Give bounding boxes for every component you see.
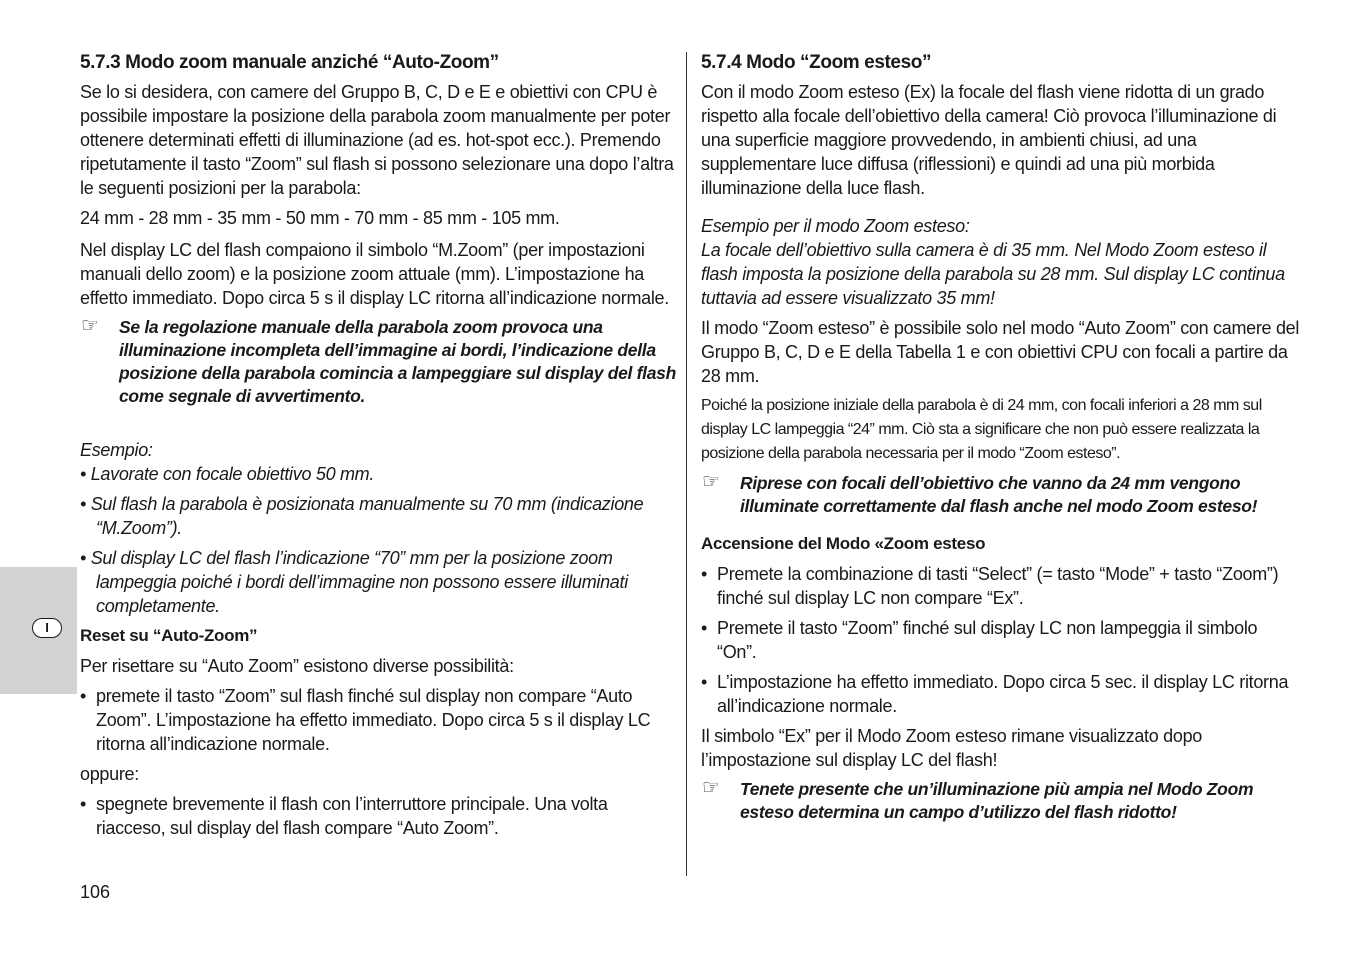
list-item — [701, 670, 1301, 718]
paragraph: Nel display LC del flash compaiono il simbolo “M.Zoom” (per impostazioni manuali dello zoom) e la posizione zoom attuale (mm). L’impostazione ha effetto immediato. Dopo circa 5 s il display LC ritorna all’indicazione normale. — [80, 240, 669, 308]
bullet-dot: • — [701, 672, 708, 692]
paragraph: Il modo “Zoom esteso” è possibile solo nel modo “Auto Zoom” con camere del Gruppo B, C, D e E della Tabella 1 e con obiettivi CPU con focali a partire da 28 mm. — [701, 318, 1300, 386]
pointing-hand-icon: ☞ — [702, 777, 720, 799]
info-note — [701, 472, 1301, 518]
list-item — [701, 616, 1301, 664]
language-badge: I — [32, 618, 62, 638]
paragraph: Il simbolo “Ex” per il Modo Zoom esteso rimane visualizzato dopo l’impostazione sul display LC del flash! — [701, 726, 1203, 770]
bullet-dot: • — [701, 564, 708, 584]
reset-heading: Reset su “Auto-Zoom” — [80, 626, 258, 645]
warning-note — [701, 778, 1301, 824]
paragraph: oppure: — [80, 764, 139, 784]
left-column — [80, 50, 680, 846]
example-item: • Lavorate con focale obiettivo 50 mm. — [80, 464, 375, 484]
list-item-text: Premete la combinazione di tasti “Select” (= tasto “Mode” + tasto “Zoom”) finché sul display LC non compare “Ex”. — [717, 564, 1279, 608]
right-column — [701, 50, 1301, 830]
note-text: Riprese con focali dell’obiettivo che vanno da 24 mm vengono illuminate correttamente dal flash anche nel modo Zoom esteso! — [740, 473, 1258, 516]
example-item: • Sul flash la parabola è posizionata manualmente su 70 mm (indicazione “M.Zoom”). — [80, 494, 644, 538]
paragraph: Se lo si desidera, con camere del Gruppo B, C, D e E e obiettivi con CPU è possibile impostare la posizione della parabola zoom manualmente per poter ottenere determinati effetti di illuminazione (ad es. hot-spot ecc.). Premendo ripetutamente il tasto “Zoom” sul flash si possono selezionare una dopo l’altra le seguenti posizioni per la parabola: — [80, 82, 674, 198]
example-item: • Sul display LC del flash l’indicazione “70” mm per la posizione zoom lampeggia poiché i bordi dell’immagine non possono essere illuminati completamente. — [80, 548, 628, 616]
paragraph: Con il modo Zoom esteso (Ex) la focale del flash viene ridotta di un grado rispetto alla focale dell’obiettivo della camera! Ciò provoca l’illuminazione di una superficie maggiore provvedendo, in ambienti chiusi, ad una supplementare luce diffusa (riflessioni) e quindi ad una più morbida illuminazione della luce flash. — [701, 82, 1277, 198]
bullet-dot: • — [80, 686, 87, 706]
example-text: La focale dell’obiettivo sulla camera è di 35 mm. Nel Modo Zoom esteso il flash imposta la posizione della parabola su 28 mm. Sul display LC continua tuttavia ad essere visualizzato 35 mm! — [701, 240, 1285, 308]
list-item — [701, 562, 1301, 610]
example-label: Esempio per il modo Zoom esteso: — [701, 216, 970, 236]
note-text: Tenete presente che un’illuminazione più ampia nel Modo Zoom esteso determina un campo d’utilizzo del flash ridotto! — [740, 779, 1254, 822]
list-item-text: premete il tasto “Zoom” sul flash finché sul display non compare “Auto Zoom”. L’impostazione ha effetto immediato. Dopo circa 5 s il display LC ritorna all’indicazione normale. — [96, 686, 651, 754]
zoom-positions-list: 24 mm - 28 mm - 35 mm - 50 mm - 70 mm - 85 mm - 105 mm. — [80, 208, 560, 228]
paragraph: Per risettare su “Auto Zoom” esistono diverse possibilità: — [80, 656, 514, 676]
pointing-hand-icon: ☞ — [702, 471, 720, 493]
warning-note — [80, 316, 680, 408]
column-divider — [686, 52, 687, 876]
section-heading-5-7-3: 5.7.3 Modo zoom manuale anziché “Auto-Zoom” — [80, 52, 499, 73]
bullet-dot: • — [80, 794, 87, 814]
pointing-hand-icon: ☞ — [81, 315, 99, 337]
list-item — [80, 792, 680, 840]
note-text: Se la regolazione manuale della parabola zoom provoca una illuminazione incompleta dell’immagine ai bordi, l’indicazione della posizione della parabola comincia a lampeggiare sul display del flash come segnale di avvertimento. — [119, 317, 676, 406]
example-label: Esempio: — [80, 440, 153, 460]
paragraph-small: Poiché la posizione iniziale della parabola è di 24 mm, con focali inferiori a 28 mm sul display LC lampeggia “24” mm. Ciò sta a significare che non può essere realizzata la posizione della parabola necessaria per il modo “Zoom esteso”. — [701, 397, 1262, 462]
list-item-text: Premete il tasto “Zoom” finché sul display LC non lampeggia il simbolo “On”. — [717, 618, 1258, 662]
list-item — [80, 684, 680, 756]
section-heading-5-7-4: 5.7.4 Modo “Zoom esteso” — [701, 52, 932, 73]
list-item-text: L’impostazione ha effetto immediato. Dopo circa 5 sec. il display LC ritorna all’indicazione normale. — [717, 672, 1289, 716]
page-number: 106 — [80, 882, 111, 902]
bullet-dot: • — [701, 618, 708, 638]
list-item-text: spegnete brevemente il flash con l’interruttore principale. Una volta riacceso, sul display del flash compare “Auto Zoom”. — [96, 794, 608, 838]
activation-heading: Accensione del Modo «Zoom esteso — [701, 534, 986, 553]
